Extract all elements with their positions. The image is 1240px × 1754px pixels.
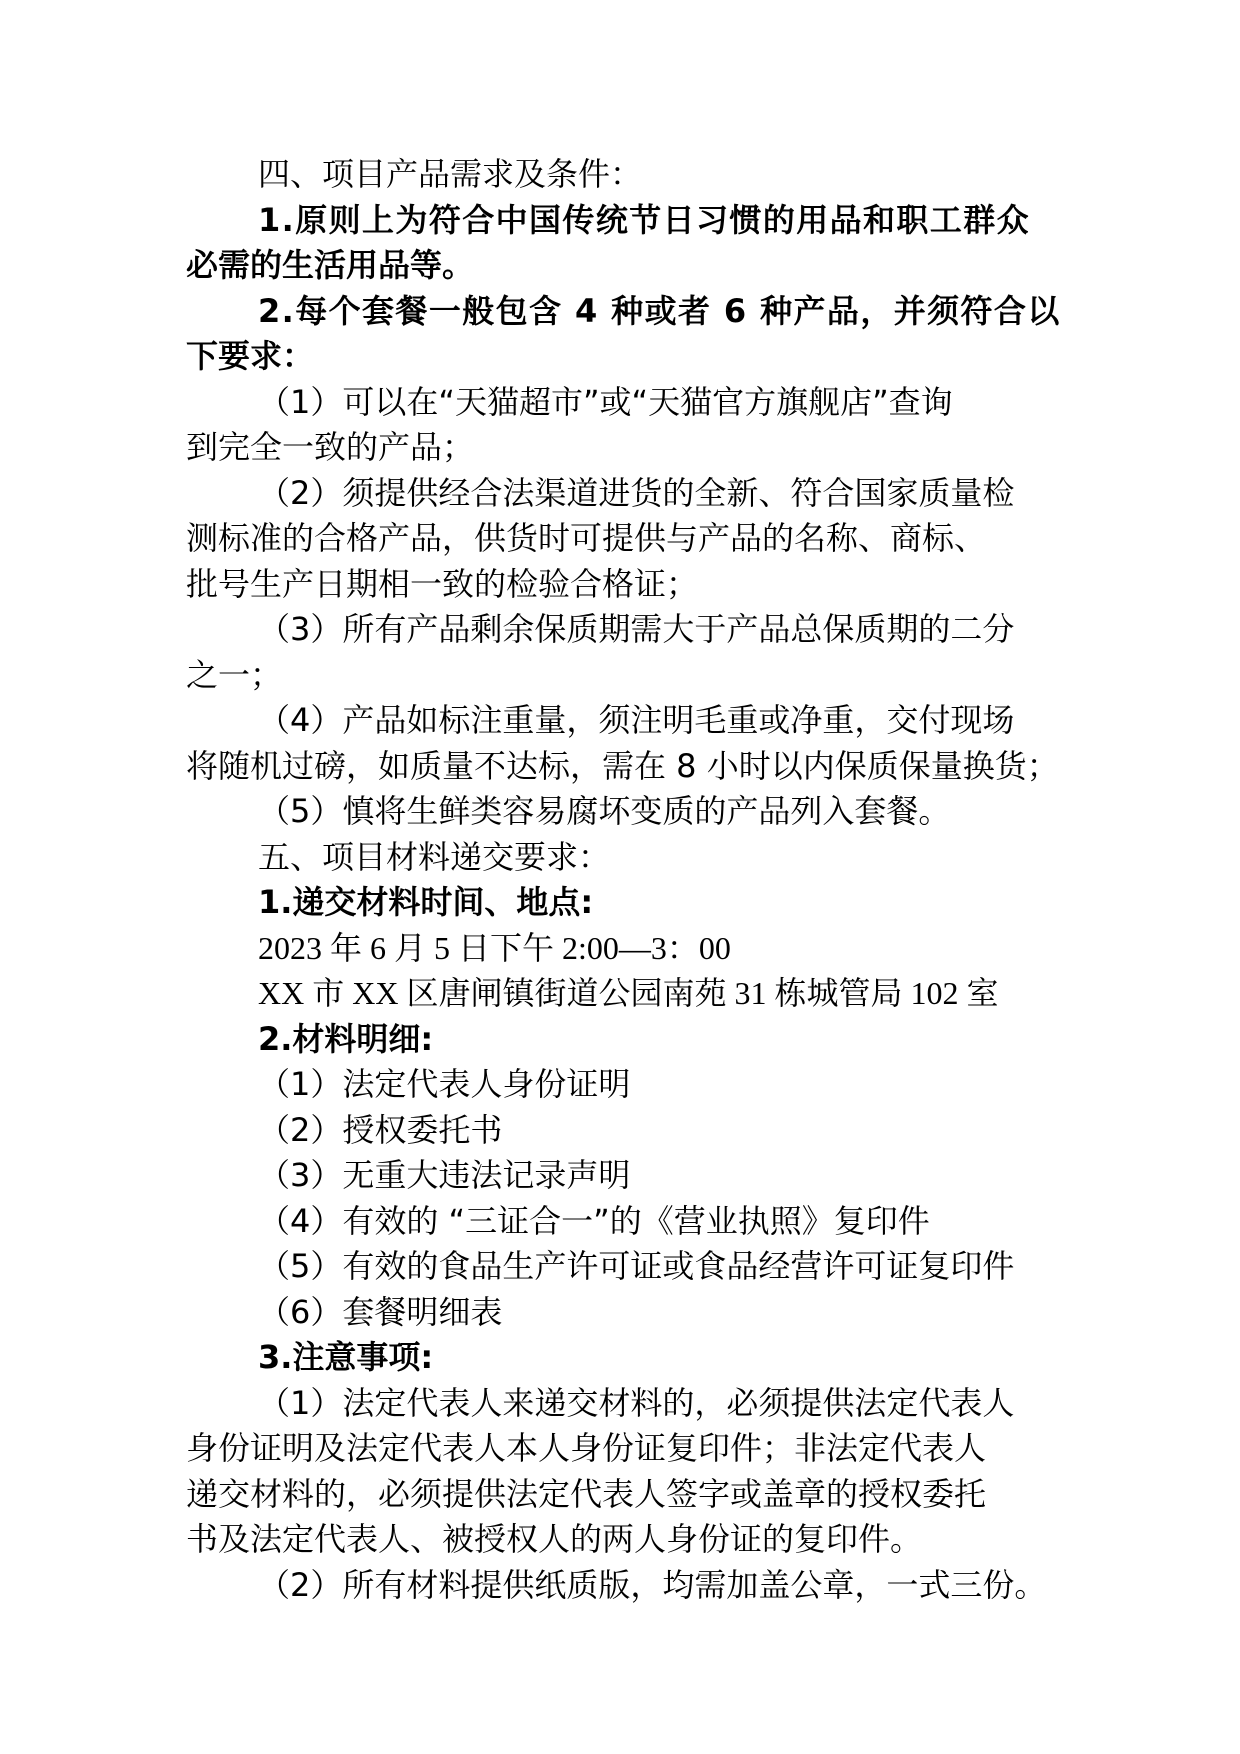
- materials-heading: 2.材料明细:: [258, 1019, 434, 1058]
- material-item-4: （4）有效的 “三证合一”的《营业执照》复印件: [258, 1201, 930, 1240]
- condition-3-line-2: 之一；: [186, 655, 283, 694]
- material-item-5: （5）有效的食品生产许可证或食品经营许可证复印件: [258, 1247, 1015, 1285]
- material-item-2: （2）授权委托书: [258, 1110, 503, 1149]
- section-heading-4: 四、项目产品需求及条件：: [258, 155, 643, 193]
- condition-2-line-3: 批号生产日期相一致的检验合格证；: [186, 564, 699, 603]
- condition-4-line-2: 将随机过磅，如质量不达标，需在 8 小时以内保质保量换货；: [186, 746, 1059, 785]
- submission-time-place-heading: 1.递交材料时间、地点:: [258, 883, 594, 921]
- note-1-line-3: 递交材料的，必须提供法定代表人签字或盖章的授权委托: [186, 1474, 987, 1513]
- note-1-line-1: （1）法定代表人来递交材料的，必须提供法定代表人: [258, 1383, 1015, 1422]
- note-1-line-4: 书及法定代表人、被授权人的两人身份证的复印件。: [186, 1520, 923, 1558]
- condition-4-line-1: （4）产品如标注重量，须注明毛重或净重，交付现场: [258, 701, 1015, 739]
- note-1-line-2: 身份证明及法定代表人本人身份证复印件；非法定代表人: [186, 1429, 987, 1467]
- condition-2-line-1: （2）须提供经合法渠道进货的全新、符合国家质量检: [258, 473, 1015, 512]
- condition-1-line-2: 到完全一致的产品；: [186, 428, 475, 466]
- requirement-2-line-1: 2.每个套餐一般包含 4 种或者 6 种产品，并须符合以: [258, 291, 1061, 330]
- submission-time: 2023 年 6 月 5 日下午 2:00—3：00: [258, 929, 731, 966]
- requirement-1-line-2: 必需的生活用品等。: [186, 246, 475, 284]
- notes-heading: 3.注意事项:: [258, 1338, 434, 1376]
- document-page: [186, 152, 1086, 1608]
- submission-place: XX 市 XX 区唐闸镇街道公园南苑 31 栋城管局 102 室: [258, 975, 999, 1011]
- condition-2-line-2: 测标准的合格产品，供货时可提供与产品的名称、商标、: [186, 519, 987, 557]
- section-heading-5: 五、项目材料递交要求：: [258, 837, 611, 876]
- condition-5-line-1: （5）慎将生鲜类容易腐坏变质的产品列入套餐。: [258, 792, 951, 830]
- condition-3-line-1: （3）所有产品剩余保质期需大于产品总保质期的二分: [258, 610, 1015, 648]
- requirement-1-line-1: 1.原则上为符合中国传统节日习惯的用品和职工群众: [258, 200, 1031, 239]
- note-2-line-1: （2）所有材料提供纸质版，均需加盖公章，一式三份。: [258, 1565, 1047, 1604]
- material-item-6: （6）套餐明细表: [258, 1292, 503, 1331]
- material-item-1: （1）法定代表人身份证明: [258, 1065, 631, 1103]
- requirement-2-line-2: 下要求：: [186, 337, 315, 375]
- material-item-3: （3）无重大违法记录声明: [258, 1156, 631, 1194]
- condition-1-line-1: （1）可以在“天猫超市”或“天猫官方旗舰店”查询: [258, 382, 953, 421]
